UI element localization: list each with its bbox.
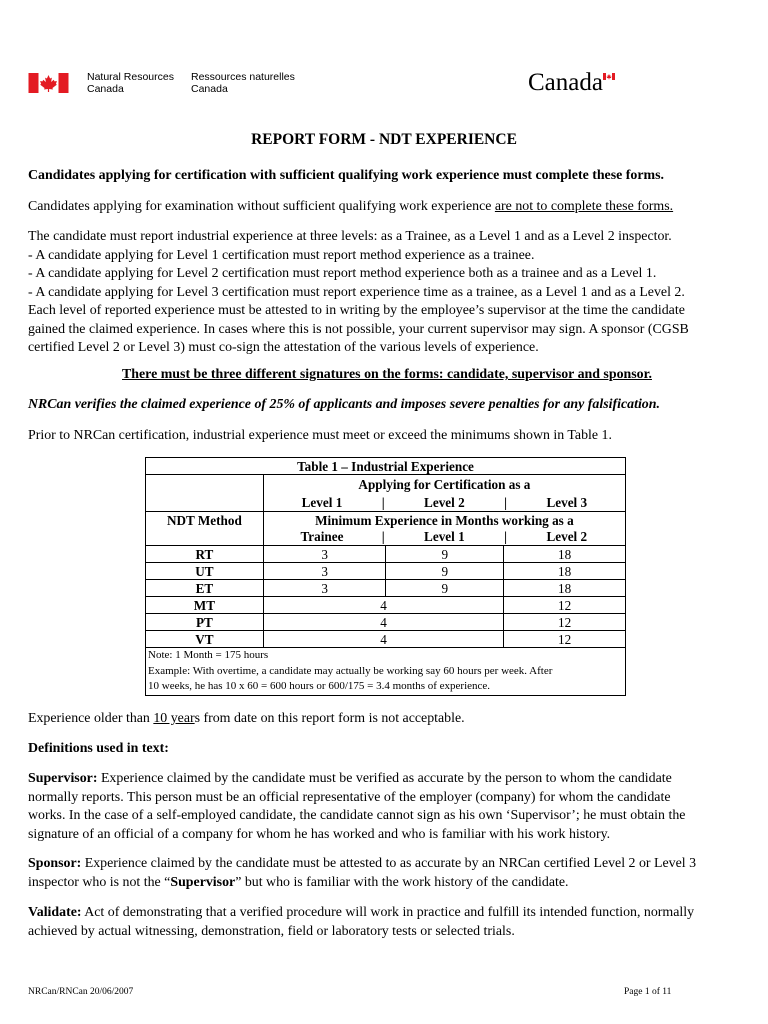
level2-cell: 18: [504, 546, 626, 563]
table-note: [146, 648, 626, 696]
level-header: Level 2: [424, 494, 465, 510]
method-cell: VT: [146, 631, 264, 648]
empty-header-cell: [146, 475, 264, 494]
definition-text: normally reports. This person must be an official representative of the employer (company) for whom the candidate: [28, 789, 671, 805]
verification-notice: NRCan verifies the claimed experience of 25% of applicants and imposes severe penalties for any falsification.: [28, 397, 660, 412]
column-separator: |: [381, 494, 385, 510]
definition-text: achieved by actual witnessing, demonstration, field or laboratory tests or selected trials.: [28, 923, 515, 939]
working-as-label: Level 2: [546, 529, 588, 545]
definition-text: works. In the case of a self-employed candidate, the candidate cannot sign as his own ‘Supervisor’; he must obtain the: [28, 808, 686, 823]
supervisor-definition: [28, 770, 746, 844]
experience-line: Each level of reported experience must be attested to in writing by the employee’s supervisor at the time the candidate: [28, 303, 685, 318]
table-row: [146, 563, 626, 580]
examination-instruction-emphasis: are not to complete these forms.: [494, 199, 674, 214]
examination-instruction-text: Candidates applying for examination without sufficient qualifying work experience: [28, 199, 495, 214]
minimums-intro: Prior to NRCan certification, industrial experience must meet or exceed the minimums shown in Table 1.: [28, 428, 612, 443]
experience-levels-paragraph: [28, 228, 746, 358]
dept-en-line2: Canada: [87, 83, 124, 95]
note-line: Example: With overtime, a candidate may actually be working say 60 hours per week. After: [148, 664, 553, 677]
supervisor-emphasis: Supervisor: [170, 874, 236, 890]
experience-age-notice: [28, 710, 746, 729]
level2-cell: 18: [504, 580, 626, 597]
table-row: [146, 580, 626, 597]
trainee-cell: 3: [263, 580, 386, 597]
column-separator: |: [504, 494, 508, 510]
trainee-cell: 3: [263, 546, 386, 563]
trainee-cell: 3: [263, 563, 386, 580]
definition-text: ” but who is familiar with the work history of the candidate.: [235, 874, 569, 890]
min-experience-header: Minimum Experience in Months working as a: [263, 512, 625, 529]
method-cell: RT: [146, 546, 264, 563]
experience-line: - A candidate applying for Level 2 certification must report method experience both as a trainee and as a Level 1.: [28, 266, 657, 281]
applying-levels-header: [263, 494, 625, 512]
level2-cell: 12: [504, 614, 626, 631]
level2-cell: 12: [504, 597, 626, 614]
definition-text: signature of an official of a company for whom he has worked and who is familiar with his work history.: [28, 826, 611, 842]
definition-text: Act of demonstrating that a verified procedure will work in practice and fulfill its intended function, normally: [81, 905, 695, 920]
age-notice-text: Experience older than: [28, 711, 154, 726]
working-as-label: Trainee: [300, 529, 344, 545]
note-line: 10 weeks, he has 10 x 60 = 600 hours or 600/175 = 3.4 months of experience.: [148, 680, 491, 692]
footer-doc-id: NRCan/RNCan 20/06/2007: [28, 987, 134, 997]
level1-cell: 9: [386, 563, 504, 580]
definitions-heading: Definitions used in text:: [28, 741, 169, 756]
empty-header-cell: [146, 494, 264, 512]
note-line: Note: 1 Month = 175 hours: [148, 649, 269, 661]
combined-cell: 4: [263, 631, 503, 648]
table-title: Table 1 – Industrial Experience: [146, 458, 626, 475]
table-row: [146, 546, 626, 563]
definition-text: Experience claimed by the candidate must be attested to as accurate by an NRCan certified Level 2 or Level 3: [81, 856, 697, 871]
definition-text: inspector who is not the “: [28, 874, 171, 890]
level-header: Level 1: [301, 494, 343, 510]
dept-fr-line1: Ressources naturelles: [191, 71, 295, 83]
level-header: Level 3: [546, 494, 588, 510]
wordmark-flag-icon: [603, 73, 615, 80]
department-name-fr: [191, 71, 295, 95]
canada-flag-icon: [28, 73, 69, 93]
certification-instruction: Candidates applying for certification with sufficient qualifying work experience must complete these forms.: [28, 168, 664, 183]
footer-page-number: Page 1 of 11: [624, 987, 672, 997]
level1-cell: 9: [386, 580, 504, 597]
table-row: [146, 614, 626, 631]
dept-fr-line2: Canada: [191, 83, 228, 95]
experience-line: - A candidate applying for Level 3 certification must report experience time as a trainee, as a Level 1 and as a Level 2.: [28, 284, 685, 300]
table-row: [146, 631, 626, 648]
validate-definition: [28, 904, 746, 941]
method-cell: UT: [146, 563, 264, 580]
supervisor-term: Supervisor:: [28, 771, 98, 786]
experience-line: - A candidate applying for Level 1 certification must report method experience as a trainee.: [28, 247, 535, 263]
column-separator: |: [381, 529, 385, 545]
sponsor-term: Sponsor:: [28, 856, 82, 871]
experience-line: The candidate must report industrial experience at three levels: as a Trainee, as a Level 1 and as a Level 2 inspector.: [28, 229, 672, 244]
experience-line: certified Level 2 or Level 3) must co-sign the attestation of the various levels of experience.: [28, 340, 539, 355]
age-notice-emphasis: 10 year: [153, 711, 195, 726]
validate-term: Validate:: [28, 905, 82, 920]
level1-cell: 9: [386, 546, 504, 563]
experience-line: gained the claimed experience. In cases where this is not possible, your current supervisor may sign. A sponsor (CGSB: [28, 321, 689, 337]
method-cell: ET: [146, 580, 264, 597]
industrial-experience-table: [145, 457, 626, 696]
combined-cell: 4: [263, 614, 503, 631]
department-name-en: [87, 71, 174, 95]
level2-cell: 12: [504, 631, 626, 648]
column-separator: |: [504, 529, 508, 545]
age-notice-text: s from date on this report form is not acceptable.: [194, 711, 465, 726]
table-row: [146, 597, 626, 614]
working-as-label: Level 1: [424, 529, 465, 545]
method-cell: PT: [146, 614, 264, 631]
signatures-notice: There must be three different signatures on the forms: candidate, supervisor and sponsor.: [122, 367, 652, 382]
ndt-method-header: NDT Method: [146, 512, 264, 529]
examination-instruction: [28, 198, 746, 217]
page-title: REPORT FORM - NDT EXPERIENCE: [251, 131, 517, 148]
method-cell: MT: [146, 597, 264, 614]
dept-en-line1: Natural Resources: [87, 71, 174, 83]
definition-text: Experience claimed by the candidate must be verified as accurate by the person to whom the candidate: [97, 771, 672, 786]
working-as-header: [263, 529, 625, 546]
empty-header-cell: [146, 529, 264, 546]
canada-wordmark: Canada: [528, 69, 603, 96]
applying-header: Applying for Certification as a: [263, 475, 625, 494]
sponsor-definition: [28, 855, 746, 892]
level2-cell: 18: [504, 563, 626, 580]
combined-cell: 4: [263, 597, 503, 614]
